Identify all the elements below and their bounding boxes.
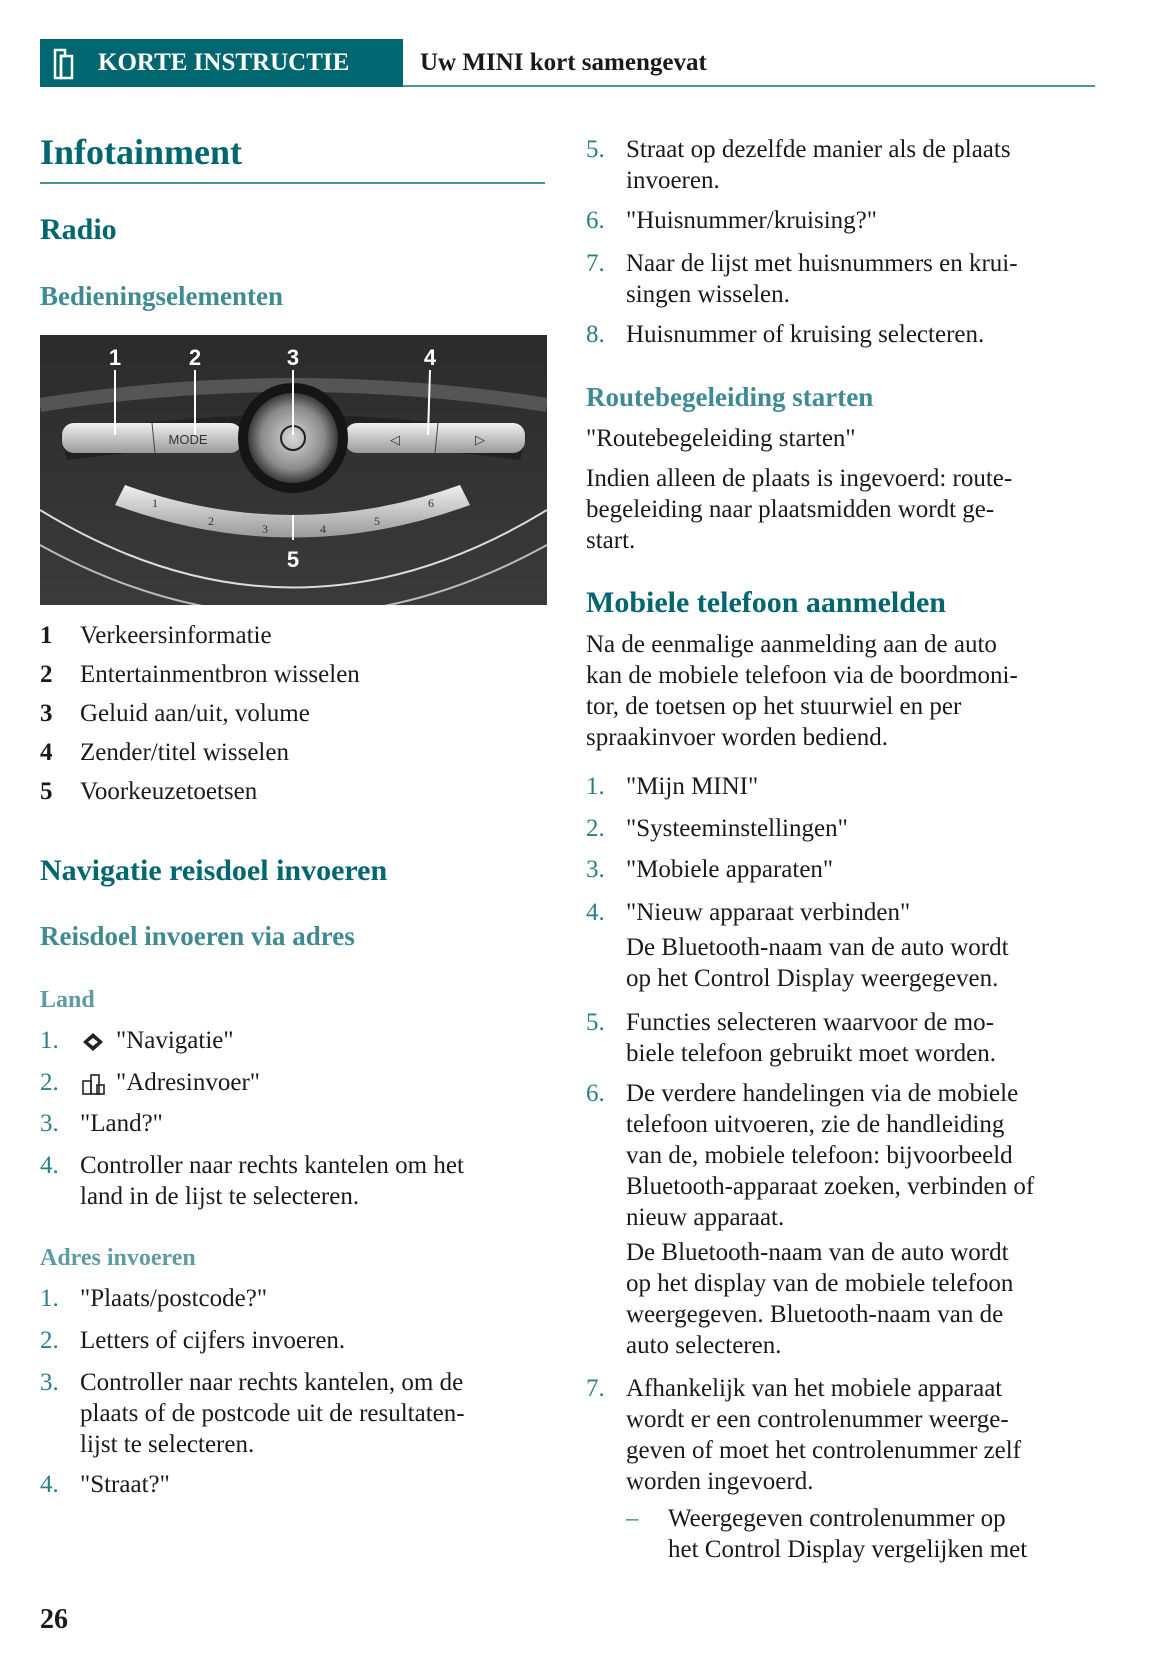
- radio-heading: Radio: [40, 213, 117, 246]
- step-note: auto selecteren.: [626, 1332, 782, 1359]
- callout-2: 2: [188, 345, 202, 370]
- step-number: 5.: [586, 136, 605, 163]
- step-number: 1.: [586, 773, 605, 800]
- step-text: Functies selecteren waarvoor de mo-: [626, 1009, 994, 1036]
- legend-number: 4: [40, 739, 53, 766]
- step-number: 7.: [586, 1375, 605, 1402]
- title-rule: [40, 182, 545, 184]
- preset-4: 4: [320, 522, 326, 536]
- legend-text: Verkeersinformatie: [80, 622, 272, 649]
- step-number: 3.: [586, 856, 605, 883]
- mode-label: MODE: [168, 432, 208, 447]
- step-note: op het Control Display weergegeven.: [626, 965, 999, 992]
- address-building-icon: [80, 1071, 106, 1097]
- step-number: 6.: [586, 207, 605, 234]
- step-text: Controller naar rechts kantelen om het: [80, 1152, 464, 1179]
- step-text: Afhankelijk van het mobiele apparaat: [626, 1375, 1003, 1402]
- step-number: 5.: [586, 1009, 605, 1036]
- step-text: singen wisselen.: [626, 281, 790, 308]
- header-rule: [403, 85, 1095, 87]
- step-number: 4.: [40, 1471, 59, 1498]
- radio-controls-figure: [40, 335, 547, 605]
- legend-number: 3: [40, 700, 53, 727]
- dash-bullet: –: [626, 1505, 639, 1532]
- phone-intro: tor, de toetsen op het stuurwiel en per: [586, 693, 962, 720]
- step-text: "Adresinvoer": [116, 1069, 260, 1096]
- legend-number: 5: [40, 778, 53, 805]
- phone-intro: Na de eenmalige aanmelding aan de auto: [586, 631, 997, 658]
- step-text: "Mijn MINI": [626, 773, 759, 800]
- legend-text: Geluid aan/uit, volume: [80, 700, 310, 727]
- step-text: Straat op dezelfde manier als de plaats: [626, 136, 1011, 163]
- route-text: begeleiding naar plaatsmidden wordt ge-: [586, 496, 995, 523]
- step-number: 4.: [586, 899, 605, 926]
- step-text: "Plaats/postcode?": [80, 1285, 268, 1312]
- controls-heading: Bedieningselementen: [40, 281, 283, 311]
- land-heading: Land: [40, 987, 95, 1013]
- preset-1: 1: [152, 496, 158, 510]
- step-text: Huisnummer of kruising selecteren.: [626, 321, 985, 348]
- step-number: 2.: [586, 815, 605, 842]
- address-heading: Reisdoel invoeren via adres: [40, 921, 355, 951]
- step-text: wordt er een controlenummer weerge-: [626, 1406, 1009, 1433]
- page-title: Infotainment: [40, 132, 243, 172]
- phone-heading: Mobiele telefoon aanmelden: [586, 586, 946, 619]
- step-text: "Navigatie": [116, 1027, 234, 1054]
- step-text: "Nieuw apparaat verbinden": [626, 899, 911, 926]
- callout-4: 4: [423, 345, 437, 370]
- route-text: Indien alleen de plaats is ingevoerd: route-: [586, 465, 1013, 492]
- step-number: 6.: [586, 1080, 605, 1107]
- route-command: "Routebegeleiding starten": [586, 425, 856, 452]
- chapter-title: Uw MINI kort samengevat: [420, 49, 707, 76]
- step-text: telefoon uitvoeren, zie de handleiding: [626, 1111, 1005, 1138]
- step-note: De Bluetooth-naam van de auto wordt: [626, 934, 1009, 961]
- prev-arrow-icon: ◁: [390, 432, 400, 447]
- step-number: 1.: [40, 1285, 59, 1312]
- step-note: De Bluetooth-naam van de auto wordt: [626, 1239, 1009, 1266]
- navigation-heading: Navigatie reisdoel invoeren: [40, 854, 388, 887]
- phone-intro: spraakinvoer worden bediend.: [586, 724, 888, 751]
- step-text: "Mobiele apparaten": [626, 856, 834, 883]
- legend-text: Voorkeuzetoetsen: [80, 778, 258, 805]
- legend-number: 2: [40, 661, 53, 688]
- dash-text: het Control Display vergelijken met: [668, 1536, 1028, 1563]
- step-text: "Systeeminstellingen": [626, 815, 848, 842]
- step-text: Naar de lijst met huisnummers en krui-: [626, 250, 1018, 277]
- route-heading: Routebegeleiding starten: [586, 382, 874, 412]
- step-text: land in de lijst te selecteren.: [80, 1183, 360, 1210]
- section-title: KORTE INSTRUCTIE: [98, 49, 350, 76]
- page-number: 26: [40, 1604, 68, 1635]
- route-text: start.: [586, 527, 636, 554]
- step-number: 2.: [40, 1327, 59, 1354]
- preset-2: 2: [208, 514, 214, 528]
- navigation-flag-icon: [80, 1029, 106, 1055]
- step-text: Controller naar rechts kantelen, om de: [80, 1369, 464, 1396]
- step-text: invoeren.: [626, 167, 720, 194]
- preset-3: 3: [262, 522, 268, 536]
- step-text: "Land?": [80, 1110, 163, 1137]
- step-text: van de, mobiele telefoon: bijvoorbeeld: [626, 1142, 1013, 1169]
- address-input-heading: Adres invoeren: [40, 1245, 196, 1271]
- step-text: worden ingevoerd.: [626, 1468, 814, 1495]
- step-text: Bluetooth-apparaat zoeken, verbinden of: [626, 1173, 1035, 1200]
- step-text: nieuw apparaat.: [626, 1204, 785, 1231]
- step-number: 3.: [40, 1110, 59, 1137]
- callout-3: 3: [286, 345, 300, 370]
- step-number: 1.: [40, 1027, 59, 1054]
- next-arrow-icon: ▷: [475, 432, 485, 447]
- callout-1: 1: [108, 345, 122, 370]
- step-text: lijst te selecteren.: [80, 1431, 255, 1458]
- step-note: weergegeven. Bluetooth-naam van de: [626, 1301, 1004, 1328]
- step-number: 8.: [586, 321, 605, 348]
- dash-text: Weergegeven controlenummer op: [668, 1505, 1006, 1532]
- legend-text: Zender/titel wisselen: [80, 739, 289, 766]
- legend-number: 1: [40, 622, 53, 649]
- step-note: op het display van de mobiele telefoon: [626, 1270, 1014, 1297]
- callout-5: 5: [286, 547, 300, 572]
- preset-6: 6: [428, 496, 434, 510]
- step-text: De verdere handelingen via de mobiele: [626, 1080, 1019, 1107]
- step-number: 2.: [40, 1069, 59, 1096]
- step-number: 3.: [40, 1369, 59, 1396]
- step-text: geven of moet het controlenummer zelf: [626, 1437, 1021, 1464]
- step-number: 7.: [586, 250, 605, 277]
- step-number: 4.: [40, 1152, 59, 1179]
- document-icon: [53, 48, 75, 80]
- step-text: "Straat?": [80, 1471, 170, 1498]
- phone-intro: kan de mobiele telefoon via de boordmoni-: [586, 662, 1018, 689]
- preset-5: 5: [374, 514, 380, 528]
- step-text: plaats of de postcode uit de resultaten-: [80, 1400, 465, 1427]
- legend-text: Entertainmentbron wisselen: [80, 661, 360, 688]
- step-text: biele telefoon gebruikt moet worden.: [626, 1040, 997, 1067]
- step-text: "Huisnummer/kruising?": [626, 207, 877, 234]
- step-text: Letters of cijfers invoeren.: [80, 1327, 346, 1354]
